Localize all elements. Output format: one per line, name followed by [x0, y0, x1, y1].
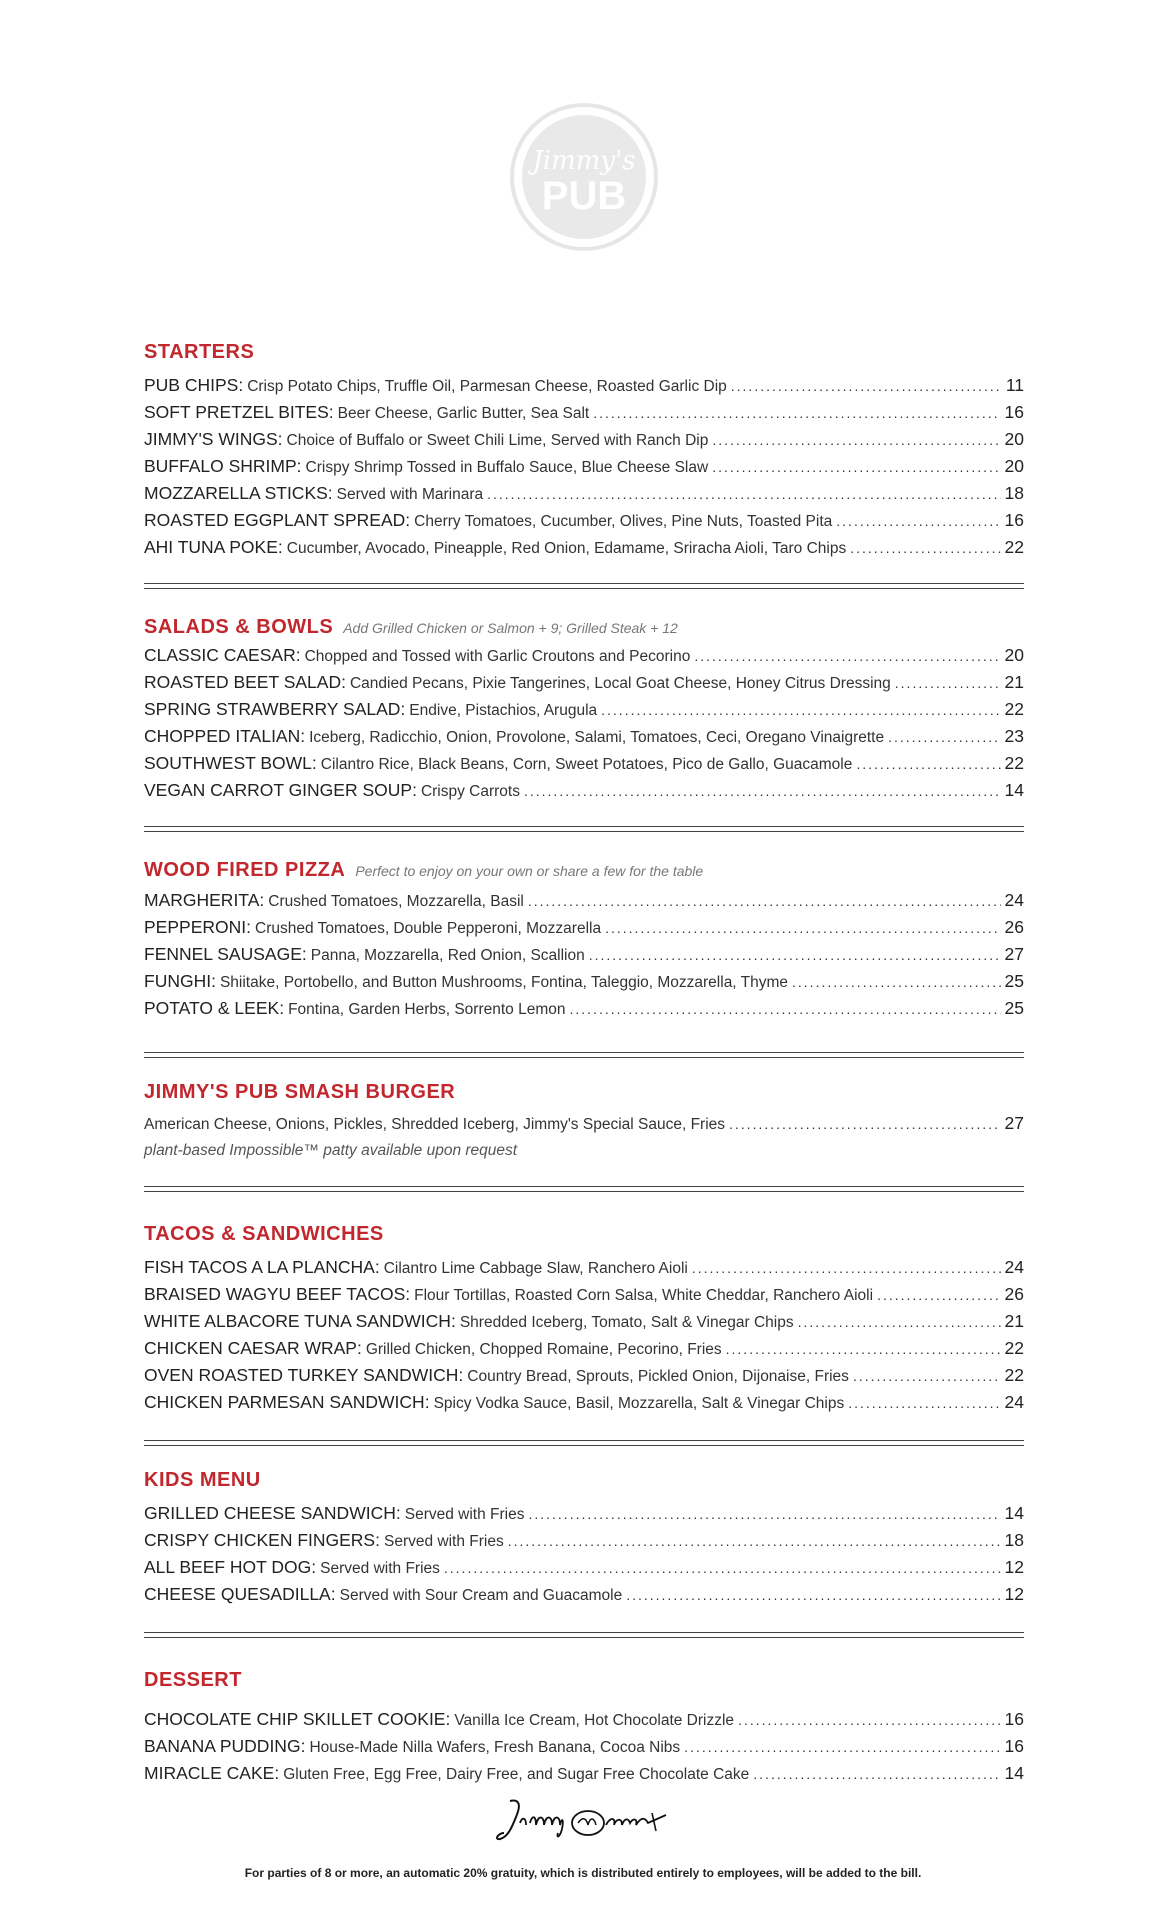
- section-starters: [144, 340, 1024, 561]
- item-description: Served with Marinara: [336, 486, 484, 503]
- dot-leader: [508, 1528, 1001, 1555]
- item-price: 18: [1004, 1530, 1024, 1550]
- section-title-text: DESSERT: [144, 1669, 242, 1691]
- item-separator: :: [375, 1530, 380, 1550]
- item-separator: :: [301, 944, 307, 964]
- item-description: Beer Cheese, Garlic Butter, Sea Salt: [337, 405, 590, 422]
- item-price: 27: [1004, 1113, 1024, 1133]
- menu-item: [144, 1389, 1024, 1416]
- menu-item: [144, 1760, 1024, 1787]
- item-name: PEPPERONI: [144, 917, 247, 937]
- item-separator: :: [405, 1284, 411, 1304]
- item-description: Vanilla Ice Cream, Hot Chocolate Drizzle: [454, 1712, 735, 1729]
- item-name: ALL BEEF HOT DOG: [144, 1557, 312, 1577]
- item-name: AHI TUNA POKE: [144, 537, 278, 557]
- item-price: 14: [1004, 780, 1024, 800]
- item-separator: :: [356, 1338, 362, 1358]
- item-separator: :: [211, 971, 216, 991]
- dot-leader: [692, 1255, 1001, 1282]
- item-name: BANANA PUDDING: [144, 1736, 301, 1756]
- item-name: MOZZARELLA STICKS: [144, 483, 328, 503]
- section-title: [144, 1668, 1024, 1692]
- item-name: GRILLED CHEESE SANDWICH: [144, 1503, 396, 1523]
- item-name: ROASTED EGGPLANT SPREAD: [144, 510, 406, 530]
- item-list: [144, 1110, 1024, 1164]
- item-name: SPRING STRAWBERRY SALAD: [144, 699, 401, 719]
- dot-leader: [856, 751, 1000, 778]
- item-description: Cucumber, Avocado, Pineapple, Red Onion, Edamame, Sriracha Aioli, Taro Chips: [286, 540, 847, 557]
- item-description: Shiitake, Portobello, and Button Mushrooms, Fontina, Taleggio, Mozzarella, Thyme: [219, 974, 789, 991]
- item-price: 12: [1004, 1557, 1024, 1577]
- item-name: MARGHERITA: [144, 890, 260, 910]
- item-separator: :: [450, 1311, 456, 1331]
- item-separator: :: [300, 726, 306, 746]
- item-list: [144, 1706, 1024, 1787]
- logo-script: Jimmy's: [532, 146, 636, 176]
- item-description: Gluten Free, Egg Free, Dairy Free, and Sugar Free Chocolate Cake: [283, 1766, 750, 1783]
- dot-leader: [853, 1363, 1001, 1390]
- item-name: POTATO & LEEK: [144, 998, 280, 1018]
- item-description: Chopped and Tossed with Garlic Croutons and Pecorino: [304, 648, 691, 665]
- section-dessert: [144, 1668, 1024, 1787]
- item-separator: :: [259, 890, 265, 910]
- section-title: [144, 615, 1024, 640]
- item-price: 16: [1004, 1736, 1024, 1756]
- item-separator: :: [458, 1365, 464, 1385]
- item-description: Panna, Mozzarella, Red Onion, Scallion: [310, 947, 585, 964]
- section-smash-burger: [144, 1080, 1024, 1164]
- menu-item: [144, 723, 1024, 750]
- section-salads-bowls: [144, 615, 1024, 804]
- item-price: 23: [1004, 726, 1024, 746]
- menu-item: [144, 372, 1024, 399]
- dot-leader: [694, 643, 1000, 670]
- item-description: House-Made Nilla Wafers, Fresh Banana, Cocoa Nibs: [309, 1739, 681, 1756]
- dot-leader: [684, 1734, 1000, 1761]
- section-title: [144, 1080, 1024, 1104]
- menu-item: [144, 642, 1024, 669]
- item-description: Shredded Iceberg, Tomato, Salt & Vinegar Chips: [459, 1314, 794, 1331]
- item-name: FENNEL SAUSAGE: [144, 944, 302, 964]
- item-description: Served with Fries: [383, 1533, 504, 1550]
- item-name: WHITE ALBACORE TUNA SANDWICH: [144, 1311, 451, 1331]
- menu-item: [144, 914, 1024, 941]
- item-description: Fontina, Garden Herbs, Sorrento Lemon: [288, 1001, 566, 1018]
- item-price: 22: [1004, 753, 1024, 773]
- item-name: ROASTED BEET SALAD: [144, 672, 342, 692]
- item-name: BUFFALO SHRIMP: [144, 456, 297, 476]
- dot-leader: [570, 996, 1001, 1023]
- item-price: 20: [1004, 456, 1024, 476]
- menu-item: [144, 1581, 1024, 1608]
- item-name: CHOPPED ITALIAN: [144, 726, 301, 746]
- item-separator: :: [374, 1257, 380, 1277]
- item-description: Served with Sour Cream and Guacamole: [339, 1587, 623, 1604]
- item-name: JIMMY'S WINGS: [144, 429, 278, 449]
- menu-item: [144, 1110, 1024, 1137]
- item-price: 26: [1004, 917, 1024, 937]
- dot-leader: [487, 481, 1000, 508]
- item-description: Crushed Tomatoes, Mozzarella, Basil: [268, 893, 524, 910]
- item-separator: :: [341, 672, 346, 692]
- item-name: CRISPY CHICKEN FINGERS: [144, 1530, 376, 1550]
- dot-leader: [626, 1582, 1000, 1609]
- item-price: 24: [1004, 890, 1024, 910]
- item-separator: :: [311, 753, 317, 773]
- item-price: 22: [1004, 1338, 1024, 1358]
- item-price: 21: [1004, 1311, 1024, 1331]
- section-title-text: KIDS MENU: [144, 1469, 261, 1491]
- item-name: SOUTHWEST BOWL: [144, 753, 312, 773]
- item-separator: :: [445, 1709, 451, 1729]
- menu-item: [144, 1706, 1024, 1733]
- menu-item: [144, 1335, 1024, 1362]
- logo-pub: PUB: [541, 174, 627, 218]
- item-separator: :: [395, 1503, 401, 1523]
- item-description: American Cheese, Onions, Pickles, Shredded Iceberg, Jimmy's Special Sauce, Fries: [144, 1116, 726, 1133]
- section-title: [144, 1222, 1024, 1246]
- item-description: Cilantro Rice, Black Beans, Corn, Sweet Potatoes, Pico de Gallo, Guacamole: [320, 756, 853, 773]
- dot-leader: [528, 1501, 1000, 1528]
- menu: [144, 340, 1024, 1787]
- item-price: 21: [1004, 672, 1024, 692]
- dot-leader: [601, 697, 1000, 724]
- dot-leader: [726, 1336, 1001, 1363]
- section-divider: [144, 826, 1024, 832]
- dot-leader: [792, 969, 1001, 996]
- item-separator: :: [412, 780, 417, 800]
- section-note: Add Grilled Chicken or Salmon + 9; Grilled Steak + 12: [343, 620, 678, 636]
- item-separator: :: [295, 645, 301, 665]
- section-title: [144, 858, 1024, 883]
- dot-leader: [444, 1555, 1001, 1582]
- item-price: 27: [1004, 944, 1024, 964]
- item-name: CHICKEN PARMESAN SANDWICH: [144, 1392, 425, 1412]
- menu-item: [144, 995, 1024, 1022]
- item-description: Cilantro Lime Cabbage Slaw, Ranchero Aioli: [383, 1260, 688, 1277]
- item-name: FISH TACOS A LA PLANCHA: [144, 1257, 375, 1277]
- dot-leader: [528, 888, 1001, 915]
- item-price: 14: [1004, 1763, 1024, 1783]
- item-price: 24: [1004, 1392, 1024, 1412]
- item-separator: :: [424, 1392, 430, 1412]
- menu-item: [144, 534, 1024, 561]
- menu-item: [144, 1554, 1024, 1581]
- item-price: 12: [1004, 1584, 1024, 1604]
- section-title-text: WOOD FIRED PIZZA: [144, 859, 346, 881]
- item-description: Crispy Carrots: [420, 783, 520, 800]
- section-title: [144, 1468, 1024, 1492]
- item-list: [144, 372, 1024, 561]
- item-separator: :: [246, 917, 251, 937]
- item-price: 14: [1004, 1503, 1024, 1523]
- item-list: [144, 887, 1024, 1022]
- menu-item: [144, 480, 1024, 507]
- section-title-text: STARTERS: [144, 341, 255, 363]
- item-name: CLASSIC CAESAR: [144, 645, 296, 665]
- dot-leader: [888, 724, 1000, 751]
- item-separator: :: [328, 402, 334, 422]
- section-divider: [144, 583, 1024, 589]
- item-separator: :: [400, 699, 406, 719]
- dot-leader: [895, 670, 1001, 697]
- section-tacos-sandwiches: [144, 1222, 1024, 1416]
- menu-item: [144, 887, 1024, 914]
- section-divider: [144, 1632, 1024, 1638]
- item-price: 16: [1004, 510, 1024, 530]
- menu-item: [144, 1254, 1024, 1281]
- item-name: CHICKEN CAESAR WRAP: [144, 1338, 357, 1358]
- section-kids-menu: [144, 1468, 1024, 1608]
- item-name: MIRACLE CAKE: [144, 1763, 275, 1783]
- item-separator: :: [300, 1736, 306, 1756]
- menu-item: [144, 1281, 1024, 1308]
- gratuity-notice: For parties of 8 or more, an automatic 20% gratuity, which is distributed entirely to employees, will be added to the bill.: [244, 1866, 922, 1880]
- section-divider: [144, 1186, 1024, 1192]
- section-title: [144, 340, 1024, 364]
- item-separator: :: [279, 998, 285, 1018]
- menu-item: [144, 1308, 1024, 1335]
- dot-leader: [836, 508, 1000, 535]
- item-description: Served with Fries: [404, 1506, 525, 1523]
- dot-leader: [589, 942, 1001, 969]
- item-separator: :: [238, 375, 244, 395]
- item-price: 26: [1004, 1284, 1024, 1304]
- dot-leader: [593, 400, 1000, 427]
- item-description: Cherry Tomatoes, Cucumber, Olives, Pine Nuts, Toasted Pita: [414, 513, 833, 530]
- item-description: Served with Fries: [320, 1560, 440, 1577]
- item-price: 22: [1004, 1365, 1024, 1385]
- item-separator: :: [277, 429, 283, 449]
- item-name: OVEN ROASTED TURKEY SANDWICH: [144, 1365, 459, 1385]
- dot-leader: [753, 1761, 1000, 1788]
- menu-item: [144, 1527, 1024, 1554]
- item-description: Country Bread, Sprouts, Pickled Onion, Dijonaise, Fries: [467, 1368, 849, 1385]
- item-separator: :: [311, 1557, 317, 1577]
- item-description: Candied Pecans, Pixie Tangerines, Local Goat Cheese, Honey Citrus Dressing: [349, 675, 891, 692]
- menu-item: [144, 1733, 1024, 1760]
- item-price: 18: [1004, 483, 1024, 503]
- jimmys-pub-logo: [510, 103, 658, 251]
- item-price: 22: [1004, 537, 1024, 557]
- item-price: 25: [1004, 998, 1024, 1018]
- menu-item: [144, 1500, 1024, 1527]
- menu-item: [144, 777, 1024, 804]
- section-divider: [144, 1440, 1024, 1446]
- item-description: Crispy Shrimp Tossed in Buffalo Sauce, Blue Cheese Slaw: [305, 459, 709, 476]
- menu-item: [144, 507, 1024, 534]
- item-description: Iceberg, Radicchio, Onion, Provolone, Salami, Tomatoes, Ceci, Oregano Vinaigrette: [309, 729, 885, 746]
- item-price: 11: [1005, 375, 1024, 395]
- item-description: Endive, Pistachios, Arugula: [409, 702, 598, 719]
- menu-item: [144, 696, 1024, 723]
- dot-leader: [605, 915, 1000, 942]
- dot-leader: [738, 1707, 1000, 1734]
- item-name: CHEESE QUESADILLA: [144, 1584, 331, 1604]
- dot-leader: [729, 1111, 1001, 1138]
- item-description: Grilled Chicken, Chopped Romaine, Pecorino, Fries: [365, 1341, 722, 1358]
- dot-leader: [524, 778, 1001, 805]
- item-separator: :: [274, 1763, 280, 1783]
- item-separator: :: [405, 510, 411, 530]
- section-title-text: JIMMY'S PUB SMASH BURGER: [144, 1081, 456, 1103]
- item-description: Crisp Potato Chips, Truffle Oil, Parmesan Cheese, Roasted Garlic Dip: [247, 378, 727, 395]
- menu-item: [144, 426, 1024, 453]
- dot-leader: [850, 535, 1000, 562]
- item-name: BRAISED WAGYU BEEF TACOS: [144, 1284, 406, 1304]
- menu-item: [144, 941, 1024, 968]
- item-price: 20: [1004, 429, 1024, 449]
- item-list: [144, 1254, 1024, 1416]
- burger-note: plant-based Impossible™ patty available upon request: [144, 1142, 518, 1159]
- dot-leader: [712, 427, 1000, 454]
- item-list: [144, 1500, 1024, 1608]
- section-title-text: SALADS & BOWLS: [144, 616, 334, 638]
- item-name: CHOCOLATE CHIP SKILLET COOKIE: [144, 1709, 446, 1729]
- item-name: SOFT PRETZEL BITES: [144, 402, 329, 422]
- item-price: 16: [1004, 402, 1024, 422]
- section-note: Perfect to enjoy on your own or share a few for the table: [355, 863, 704, 879]
- item-list: [144, 642, 1024, 804]
- dot-leader: [712, 454, 1000, 481]
- item-description: Choice of Buffalo or Sweet Chili Lime, Served with Ranch Dip: [286, 432, 709, 449]
- menu-item: [144, 1362, 1024, 1389]
- menu-item: [144, 453, 1024, 480]
- item-separator: :: [296, 456, 302, 476]
- menu-item: [144, 968, 1024, 995]
- item-separator: :: [277, 537, 283, 557]
- item-description: Spicy Vodka Sauce, Basil, Mozzarella, Salt & Vinegar Chips: [433, 1395, 845, 1412]
- dot-leader: [798, 1309, 1001, 1336]
- item-description: Crushed Tomatoes, Double Pepperoni, Mozzarella: [255, 920, 602, 937]
- jimmy-demaret-signature: [496, 1793, 676, 1847]
- section-title-text: TACOS & SANDWICHES: [144, 1223, 384, 1245]
- item-separator: :: [330, 1584, 336, 1604]
- item-price: 25: [1004, 971, 1024, 991]
- dot-leader: [877, 1282, 1000, 1309]
- item-name: PUB CHIPS: [144, 375, 239, 395]
- item-price: 24: [1004, 1257, 1024, 1277]
- menu-item: [144, 669, 1024, 696]
- item-price: 20: [1004, 645, 1024, 665]
- item-price: 16: [1004, 1709, 1024, 1729]
- menu-item: [144, 399, 1024, 426]
- item-description: Flour Tortillas, Roasted Corn Salsa, White Cheddar, Ranchero Aioli: [414, 1287, 874, 1304]
- item-name: VEGAN CARROT GINGER SOUP: [144, 780, 413, 800]
- item-price: 22: [1004, 699, 1024, 719]
- item-name: FUNGHI: [144, 971, 212, 991]
- dot-leader: [731, 373, 1002, 400]
- section-divider: [144, 1052, 1024, 1058]
- menu-item: [144, 750, 1024, 777]
- section-wood-fired-pizza: [144, 858, 1024, 1022]
- item-separator: :: [327, 483, 333, 503]
- dot-leader: [848, 1390, 1000, 1417]
